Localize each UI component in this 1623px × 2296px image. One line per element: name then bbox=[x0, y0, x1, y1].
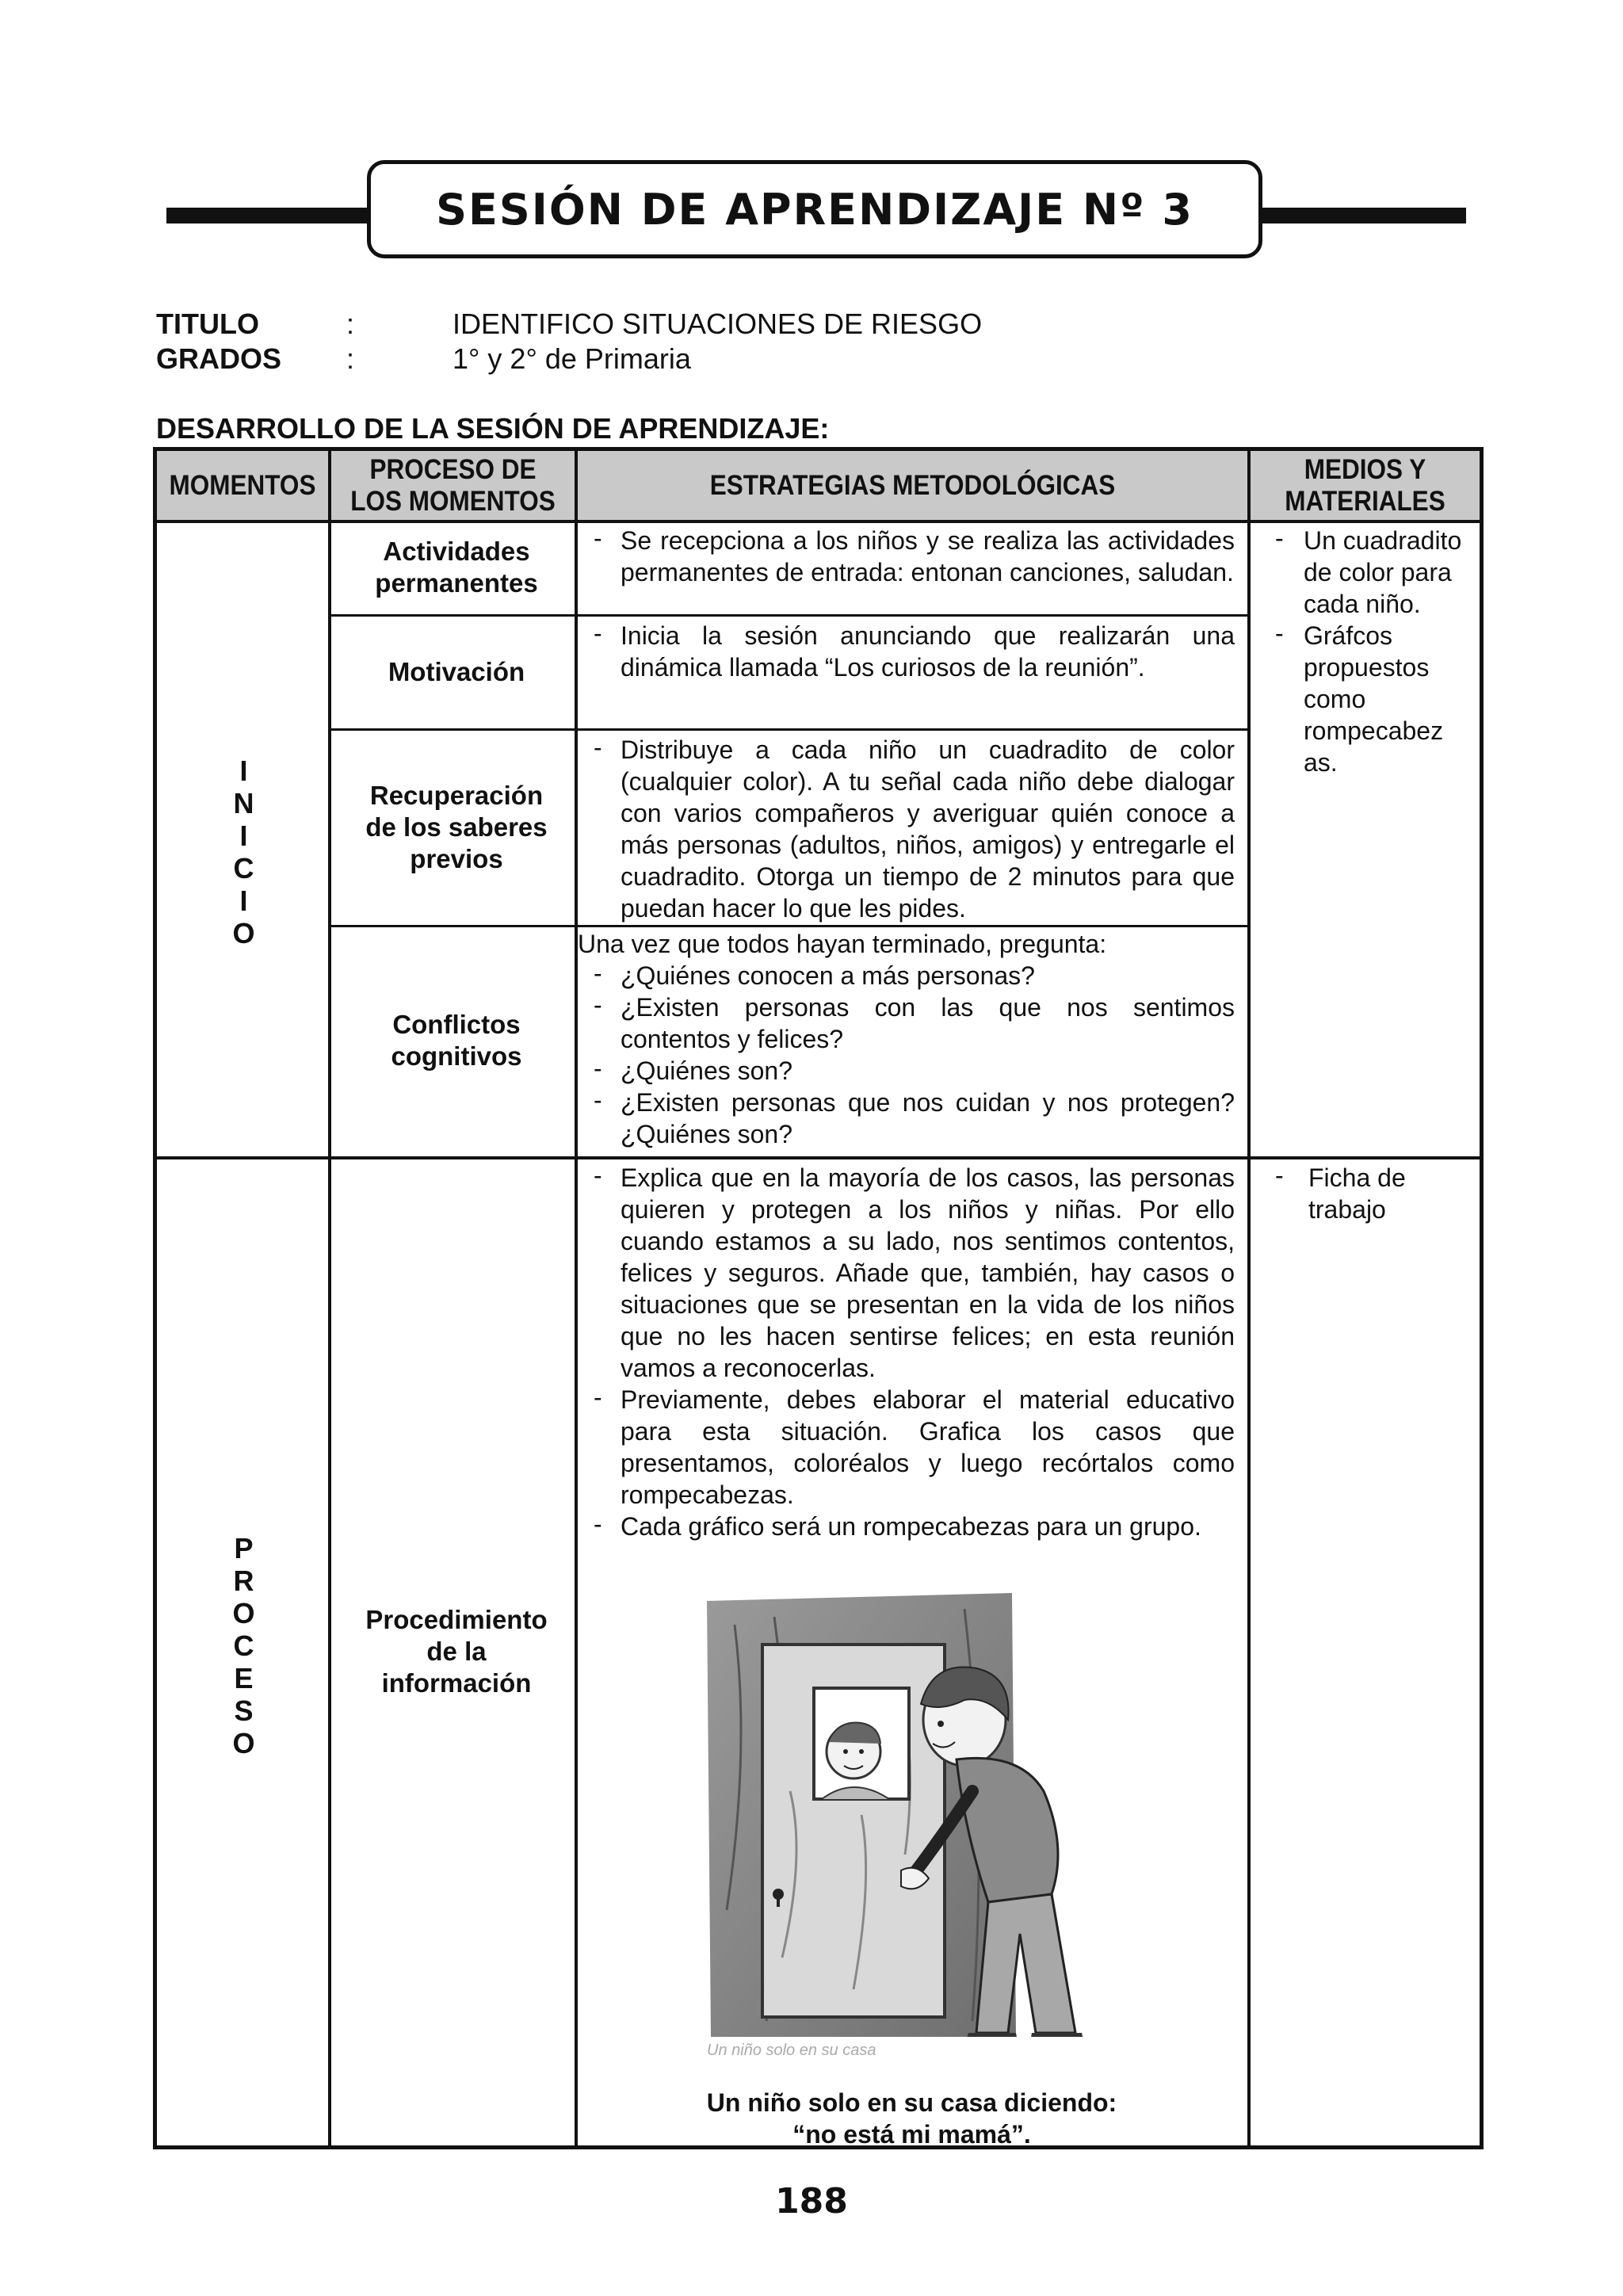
illustration-child-at-door bbox=[703, 1593, 1131, 2061]
estrategia-actividades bbox=[589, 525, 1235, 588]
header-proceso-line1: PROCESO DE bbox=[369, 454, 537, 485]
estrategia-item: - Previamente, debes elaborar el material educativo para esta situación. Grafica los casos que presentamos, coloréalos y luego recórtalos como rompecabezas. bbox=[589, 1384, 1235, 1511]
row-divider-2 bbox=[328, 728, 1249, 731]
proceso-motivacion bbox=[333, 656, 580, 688]
proceso-procedimiento bbox=[333, 1604, 580, 1699]
header-medios-line2: MATERIALES bbox=[1285, 486, 1445, 517]
section-divider bbox=[153, 1156, 1484, 1159]
estrategia-question: - ¿Quiénes son? bbox=[589, 1055, 1235, 1087]
material-item: - Gráfcos propuestos como rompecabez as. bbox=[1270, 620, 1475, 778]
proceso-label-line: de la bbox=[426, 1637, 487, 1666]
estrategia-procedimiento bbox=[589, 1162, 1235, 1542]
header-estrategias: ESTRATEGIAS METODOLÓGICAS bbox=[709, 470, 1116, 501]
titulo-label: TITULO bbox=[156, 308, 259, 340]
estrategia-question: - ¿Existen personas que nos cuidan y nos protegen? ¿Quiénes son? bbox=[589, 1087, 1235, 1150]
estrategia-question: - ¿Existen personas con las que nos sentimos contentos y felices? bbox=[589, 991, 1235, 1055]
page-title: SESIÓN DE APRENDIZAJE Nº 3 bbox=[436, 184, 1193, 235]
proceso-letter: E bbox=[234, 1662, 254, 1694]
titulo-separator: : bbox=[346, 308, 355, 340]
proceso-label-line: Actividades bbox=[383, 537, 530, 566]
proceso-label-line: previos bbox=[410, 844, 503, 873]
section-heading: DESARROLLO DE LA SESIÓN DE APRENDIZAJE: bbox=[156, 412, 830, 445]
estrategia-item: - Distribuye a cada niño un cuadradito de color (cualquier color). A tu señal cada niño debe dialogar con varios compañeros y averiguar quién conoce a más personas (adultos, niños, amigos) y entregarle el cuadradito. Otorga un tiempo de 2 minutos para que puedan hacer lo que les pides. bbox=[589, 734, 1235, 924]
momento-inicio bbox=[158, 755, 329, 949]
column-divider-1 bbox=[328, 447, 331, 2149]
proceso-label-line: Procedimiento bbox=[365, 1605, 548, 1634]
proceso-recuperacion bbox=[333, 780, 580, 875]
proceso-letter: O bbox=[232, 1597, 255, 1629]
estrategia-intro: Una vez que todos hayan terminado, pregunta: bbox=[578, 930, 1107, 958]
proceso-letter: P bbox=[234, 1532, 254, 1564]
inicio-letter: O bbox=[232, 917, 255, 949]
proceso-label-line: de los saberes bbox=[365, 812, 548, 842]
estrategia-item: - Se recepciona a los niños y se realiza las actividades permanentes de entrada: entonan canciones, saludan. bbox=[589, 525, 1235, 588]
caption-line: Un niño solo en su casa diciendo: bbox=[706, 2088, 1117, 2117]
materiales-proceso bbox=[1270, 1162, 1461, 1225]
illustration-inner-caption: Un niño solo en su casa bbox=[707, 2042, 876, 2059]
material-item: - Ficha de trabajo bbox=[1270, 1162, 1461, 1225]
header-bar-right bbox=[1260, 208, 1466, 223]
proceso-letter: O bbox=[232, 1727, 255, 1759]
momento-proceso bbox=[158, 1532, 329, 1759]
grados-label: GRADOS bbox=[156, 342, 282, 375]
proceso-letter: R bbox=[233, 1564, 254, 1597]
row-divider-3 bbox=[328, 925, 1249, 927]
page-number: 188 bbox=[775, 2181, 848, 2222]
proceso-letter: C bbox=[233, 1629, 254, 1662]
proceso-conflictos bbox=[333, 1009, 580, 1072]
inicio-letter: C bbox=[233, 852, 254, 884]
table-border-left bbox=[153, 447, 157, 2149]
table-border-right bbox=[1480, 447, 1484, 2149]
illustration-caption bbox=[589, 2087, 1235, 2150]
materiales-inicio bbox=[1270, 525, 1475, 778]
header-bar-left bbox=[166, 208, 372, 223]
estrategia-item: - Explica que en la mayoría de los casos, las personas quieren y protegen a los niños y niñas. Por ello cuando estamos a su lado, nos sentimos contentos, felices y seguros. Añade que, también, hay casos o situaciones que se presentan en la vida de los niños que no les hacen sentirse felices; en esta reunión vamos a reconocerlas. bbox=[589, 1162, 1235, 1384]
header-medios bbox=[1262, 451, 1468, 521]
inicio-letter: I bbox=[239, 819, 248, 852]
header-momentos: MOMENTOS bbox=[169, 470, 316, 501]
title-banner bbox=[367, 160, 1262, 258]
caption-line: “no está mi mamá”. bbox=[792, 2120, 1031, 2149]
grados-separator: : bbox=[346, 342, 355, 375]
estrategia-motivacion bbox=[589, 620, 1235, 683]
proceso-label-line: Motivación bbox=[388, 657, 525, 686]
proceso-label-line: permanentes bbox=[375, 568, 538, 598]
inicio-letter: I bbox=[239, 884, 248, 917]
proceso-label-line: cognitivos bbox=[391, 1041, 522, 1071]
column-divider-3 bbox=[1247, 447, 1251, 2149]
estrategia-question: - ¿Quiénes conocen a más personas? bbox=[589, 960, 1235, 991]
estrategia-item: - Inicia la sesión anunciando que realizarán una dinámica llamada “Los curiosos de la reunión”. bbox=[589, 620, 1235, 683]
proceso-actividades-permanentes bbox=[333, 536, 580, 599]
header-proceso bbox=[343, 451, 562, 521]
column-divider-2 bbox=[575, 447, 578, 2149]
row-divider-1 bbox=[328, 614, 1249, 617]
proceso-label-line: Conflictos bbox=[392, 1010, 521, 1039]
proceso-label-line: Recuperación bbox=[369, 781, 544, 810]
header-medios-line1: MEDIOS Y bbox=[1304, 454, 1426, 485]
header-proceso-line2: LOS MOMENTOS bbox=[350, 486, 556, 517]
grados-value: 1° y 2° de Primaria bbox=[453, 342, 691, 375]
titulo-value: IDENTIFICO SITUACIONES DE RIESGO bbox=[453, 308, 983, 340]
estrategia-item: - Cada gráfico será un rompecabezas para un grupo. bbox=[589, 1511, 1235, 1542]
estrategia-recuperacion bbox=[589, 734, 1235, 924]
inicio-letter: I bbox=[239, 755, 248, 787]
proceso-letter: S bbox=[234, 1694, 254, 1727]
material-item: - Un cuadradito de color para cada niño. bbox=[1270, 525, 1475, 620]
estrategia-conflictos bbox=[578, 928, 1235, 1150]
inicio-letter: N bbox=[233, 787, 254, 819]
proceso-label-line: información bbox=[381, 1668, 532, 1698]
